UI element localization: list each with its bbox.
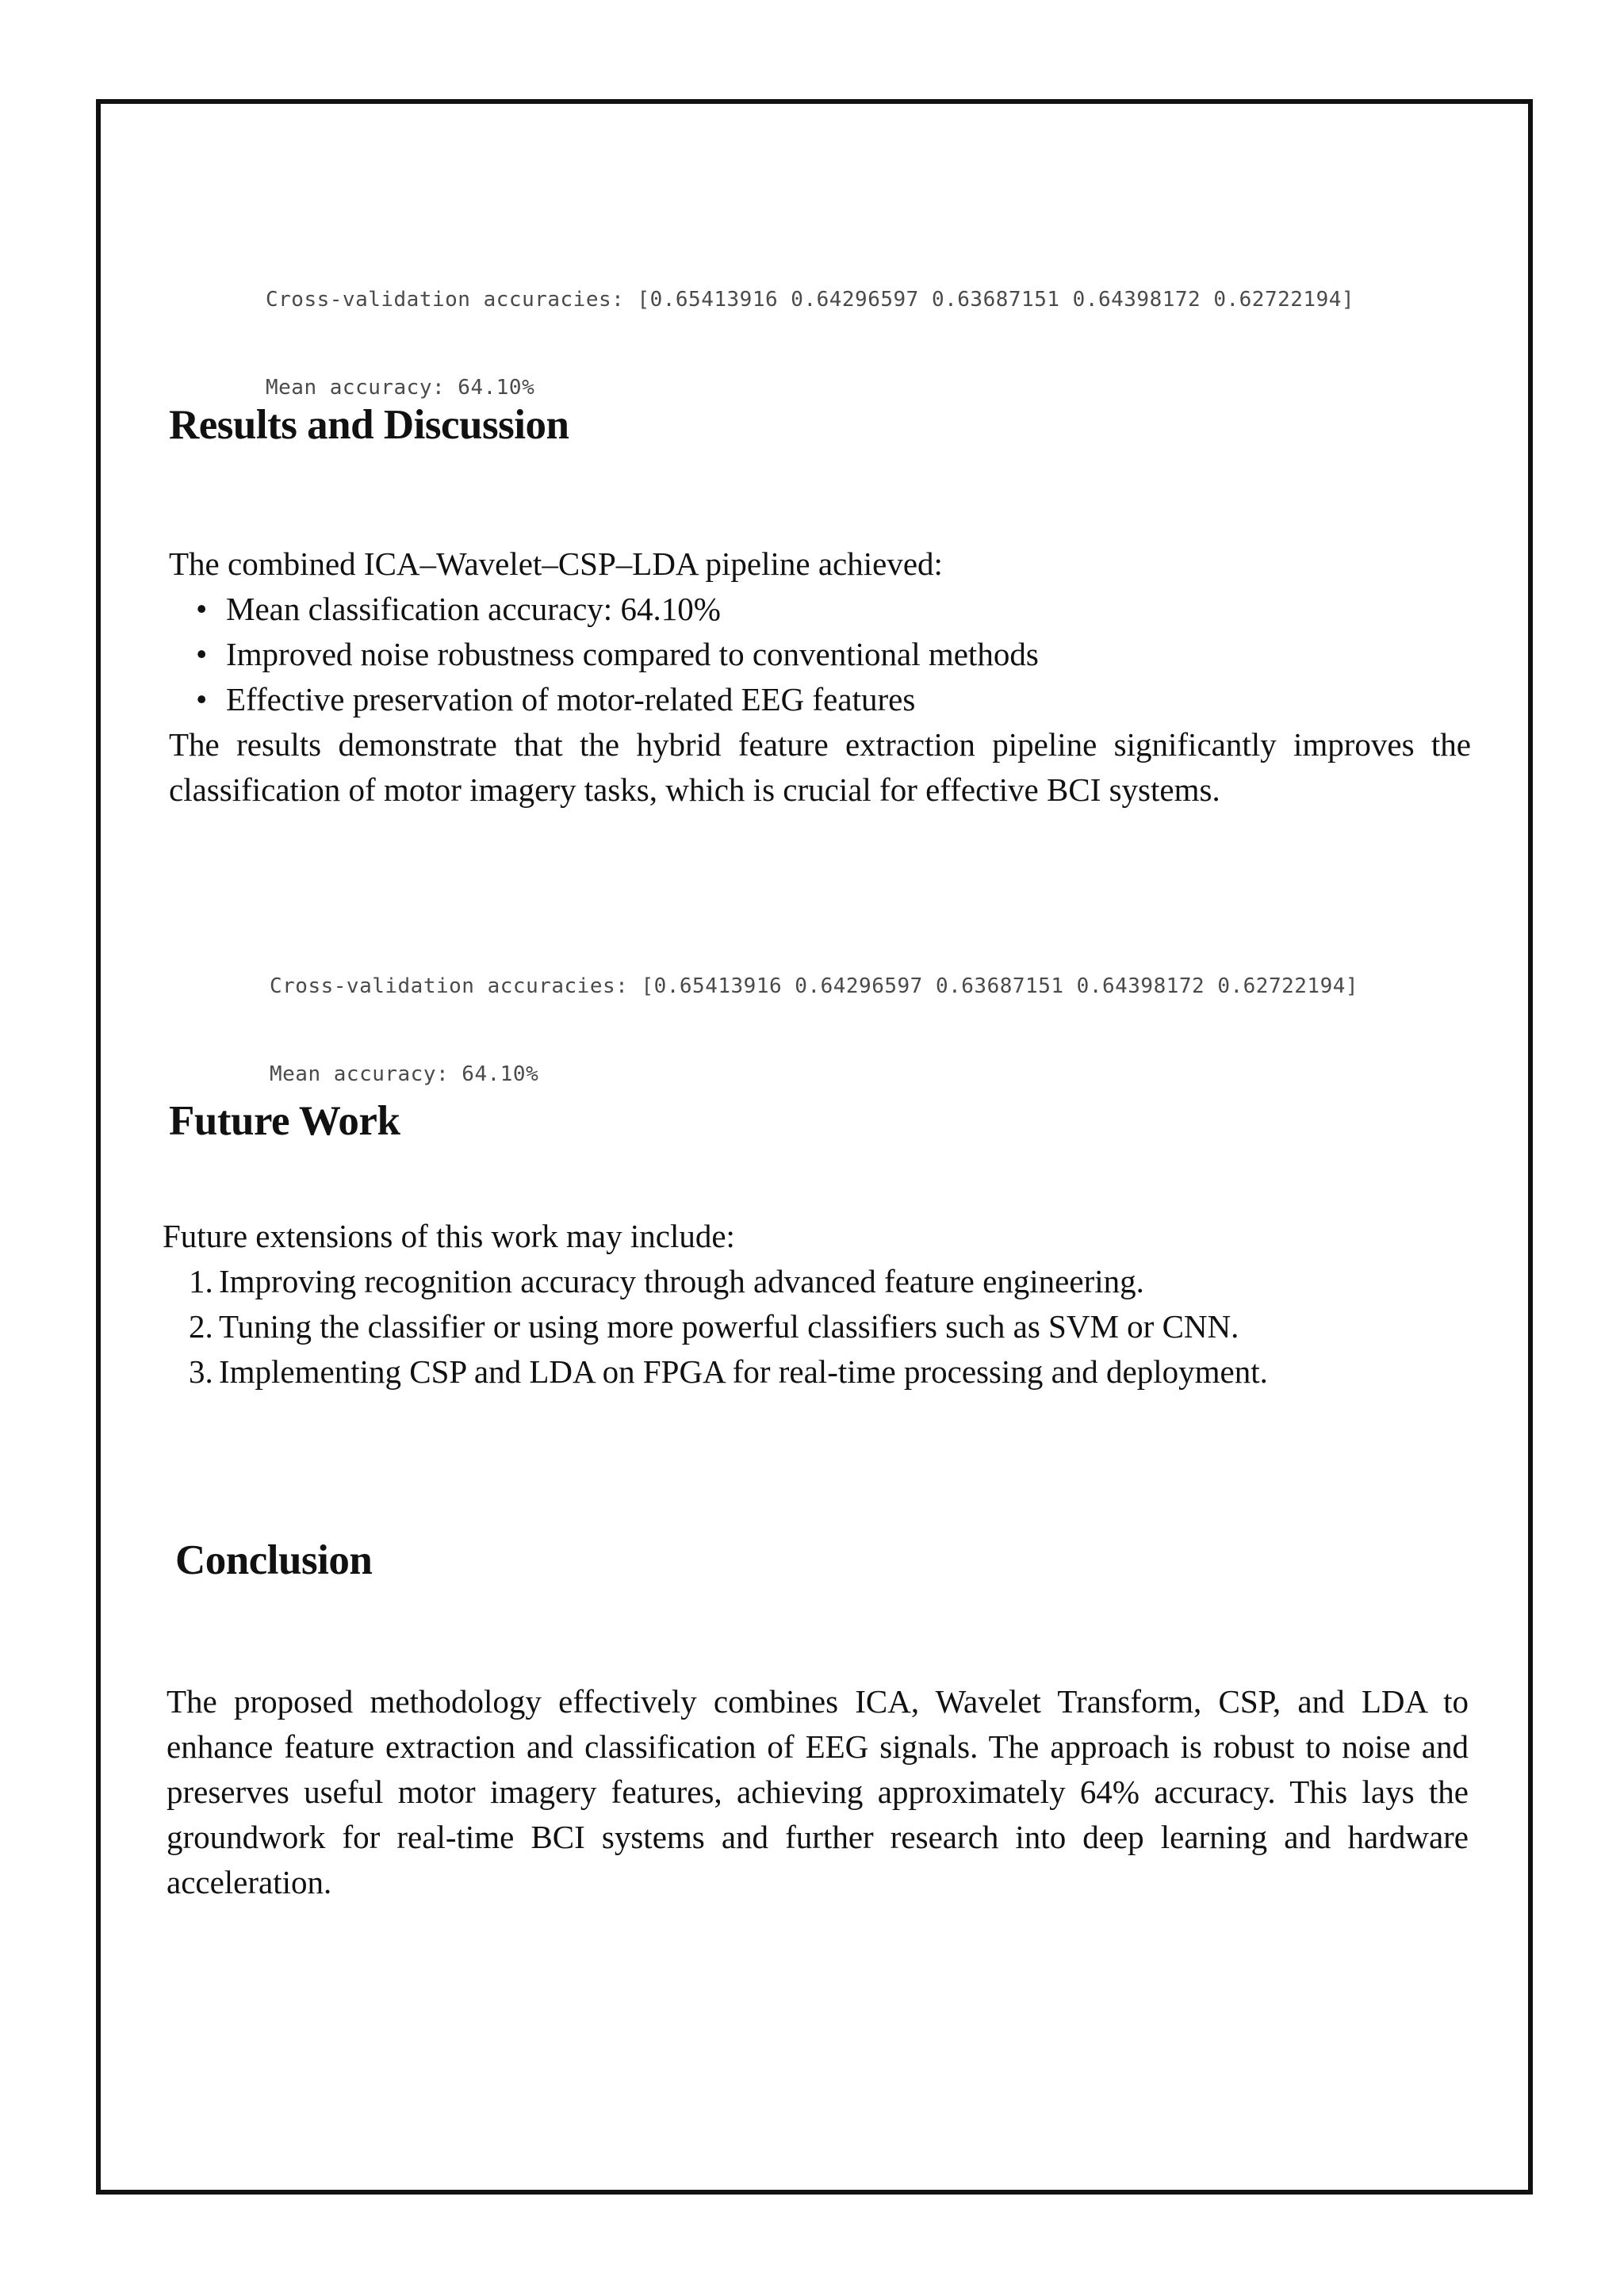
mean-accuracy-line: Mean accuracy: 64.10% (270, 1062, 539, 1086)
console-output-bottom (270, 913, 1358, 1119)
item-number: 3. (189, 1353, 213, 1390)
list-item (189, 1259, 1268, 1304)
list-item (189, 1349, 1268, 1395)
bullet-icon: • (196, 681, 208, 718)
conclusion-paragraph: The proposed methodology effectively combines ICA, Wavelet Transform, CSP, and LDA to enhance feature extraction and classification of EEG signals. The approach is robust to noise and preserves useful motor imagery features, achieving approximately 64% accuracy. This lays the groundwork for real-time BCI systems and further research into deep learning and hardware acceleration. (167, 1683, 1469, 1900)
future-work-heading: Future Work (169, 1098, 400, 1144)
item-text: Improving recognition accuracy through advanced feature engineering. (219, 1263, 1144, 1299)
results-heading: Results and Discussion (169, 402, 569, 448)
item-text: Implementing CSP and LDA on FPGA for real-time processing and deployment. (219, 1353, 1268, 1390)
cv-accuracies-line: Cross-validation accuracies: [0.65413916 0.64296597 0.63687151 0.64398172 0.62722194] (266, 288, 1355, 312)
list-item (169, 587, 1039, 632)
results-bullet-list (169, 587, 1039, 722)
results-paragraph: The results demonstrate that the hybrid feature extraction pipeline significantly improves the classification of motor imagery tasks, which is crucial for effective BCI systems. (169, 726, 1471, 808)
list-item (169, 632, 1039, 677)
bullet-icon: • (196, 636, 208, 672)
item-number: 1. (189, 1263, 213, 1299)
item-text: Tuning the classifier or using more powerful classifiers such as SVM or CNN. (219, 1308, 1239, 1345)
cv-accuracies-line: Cross-validation accuracies: [0.65413916 0.64296597 0.63687151 0.64398172 0.62722194] (270, 974, 1359, 998)
mean-accuracy-line: Mean accuracy: 64.10% (266, 376, 535, 400)
bullet-text: Improved noise robustness compared to conventional methods (226, 636, 1039, 672)
item-number: 2. (189, 1308, 213, 1345)
bullet-text: Mean classification accuracy: 64.10% (226, 591, 721, 627)
future-numbered-list (189, 1259, 1268, 1395)
list-item (169, 677, 1039, 722)
list-item (189, 1304, 1268, 1349)
bullet-icon: • (196, 591, 208, 627)
conclusion-heading: Conclusion (175, 1537, 373, 1583)
future-intro: Future extensions of this work may include: (163, 1218, 735, 1254)
bullet-text: Effective preservation of motor-related EEG features (226, 681, 916, 718)
results-intro: The combined ICA–Wavelet–CSP–LDA pipeline achieved: (169, 545, 943, 582)
